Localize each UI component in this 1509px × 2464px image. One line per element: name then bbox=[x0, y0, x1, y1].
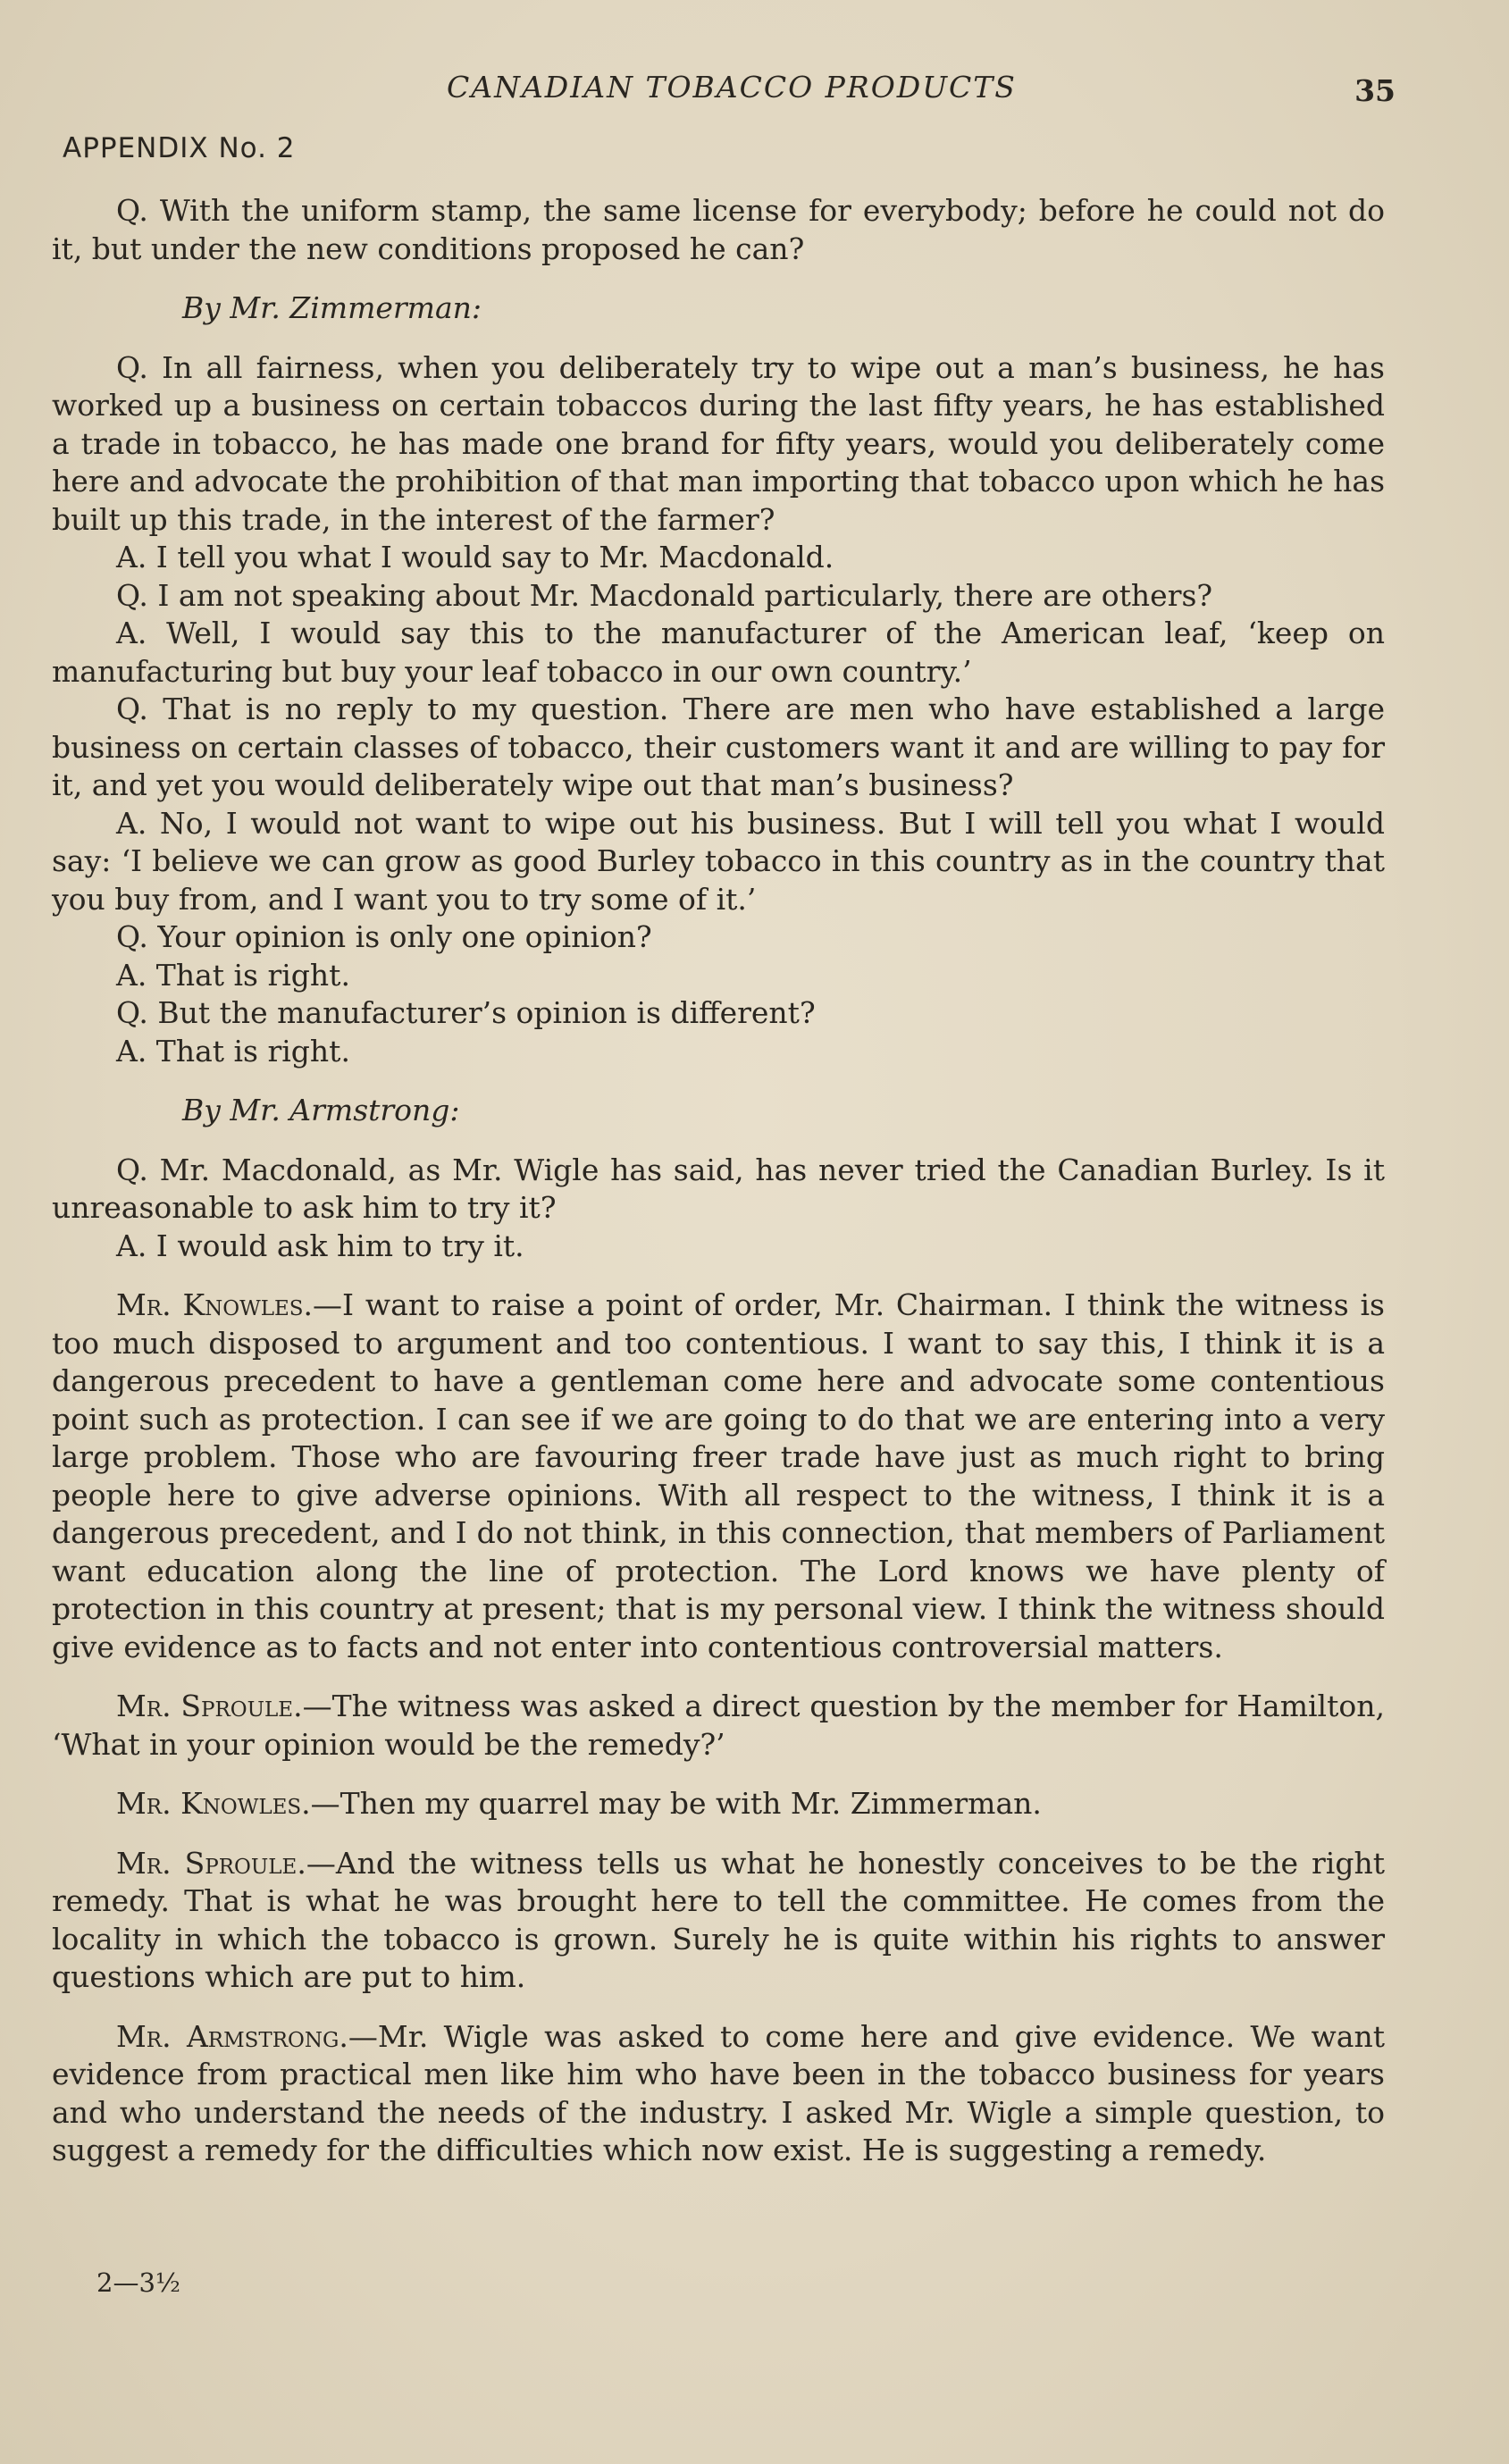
paragraph-text: A. I tell you what I would say to Mr. Macdonald. bbox=[116, 540, 834, 574]
paragraph bbox=[52, 805, 1385, 919]
paragraph bbox=[52, 957, 1385, 995]
speaker-name: Mr. Knowles. bbox=[116, 1786, 311, 1821]
speaker-name: Mr. Knowles. bbox=[116, 1287, 314, 1322]
paragraph-text: —Mr. Wigle was asked to come here and give evidence. We want evidence from practical men like him who have been in the tobacco business for years and who understand the needs of the industry. I asked Mr. Wigle a simple question, to suggest a remedy for the difficulties which now exist. He is suggesting a remedy. bbox=[52, 2018, 1385, 2167]
paragraph bbox=[52, 1152, 1385, 1228]
paragraph-text: A. No, I would not want to wipe out his business. But I will tell you what I would say: ‘I believe we can grow as good Burley tobacco in this country as in the country that you buy from, and I want you to try some of it.’ bbox=[52, 805, 1385, 917]
paragraph bbox=[52, 615, 1385, 691]
appendix-label: APPENDIX No. 2 bbox=[63, 132, 296, 164]
paragraph-text: —And the witness tells us what he honestly conceives to be the right remedy. That is what he was brought here to tell the committee. He comes from the locality in which the tobacco is grown. Surely he is quite within his rights to answer questions which are put to him. bbox=[52, 1845, 1385, 1994]
paragraph bbox=[52, 1785, 1385, 1823]
paragraph-text: Q. Your opinion is only one opinion? bbox=[116, 919, 652, 954]
paragraph-text: Q. In all fairness, when you deliberately try to wipe out a man’s business, he has worked up a business on certain tobaccos during the last fifty years, he has established a trade in tobacco, he has made one brand for fifty years, would you deliberately come here and advocate the prohibition of that man importing that tobacco upon which he has built up this trade, in the interest of the farmer? bbox=[52, 349, 1385, 537]
paragraph bbox=[52, 1688, 1385, 1764]
paragraph bbox=[52, 2018, 1385, 2170]
paragraph-text: —The witness was asked a direct question by the member for Hamilton, ‘What in your opinion would be the remedy?’ bbox=[52, 1689, 1385, 1762]
examiner-byline bbox=[52, 289, 1385, 328]
paragraph-text: —Then my quarrel may be with Mr. Zimmerman. bbox=[310, 1786, 1042, 1821]
examiner-byline bbox=[52, 1092, 1385, 1130]
speaker-name: Mr. Sproule. bbox=[116, 1689, 303, 1723]
paragraph bbox=[52, 349, 1385, 540]
paragraph-text: A. Well, I would say this to the manufacturer of the American leaf, ‘keep on manufacturing but buy your leaf tobacco in our own country.’ bbox=[52, 616, 1385, 689]
speaker-name: Mr. Armstrong. bbox=[116, 2018, 348, 2054]
paragraph bbox=[52, 994, 1385, 1033]
paragraph-text: —I want to raise a point of order, Mr. Chairman. I think the witness is too much disposed to argument and too contentious. I want to say this, I think it is a dangerous precedent to have a gentleman come here and advocate some contentious point such as protection. I can see if we are going to do that we are entering into a very large problem. Those who are favouring freer trade have just as much right to bring people here to give adverse opinions. With all respect to the witness, I think it is a dangerous precedent, and I do not think, in this connection, that members of Parliament want education along the line of protection. The Lord knows we have plenty of protection in this country at present; that is my personal view. I think the witness should give evidence as to facts and not enter into contentious controversial matters. bbox=[52, 1287, 1385, 1664]
paragraph-text: By Mr. Armstrong: bbox=[182, 1093, 460, 1127]
page-header bbox=[0, 70, 1509, 114]
paragraph bbox=[52, 691, 1385, 805]
paragraph bbox=[52, 1845, 1385, 1997]
running-title: CANADIAN TOBACCO PRODUCTS bbox=[447, 70, 1017, 105]
page-number: 35 bbox=[1354, 73, 1396, 108]
paragraph bbox=[52, 577, 1385, 616]
paragraph bbox=[52, 1286, 1385, 1666]
paragraph bbox=[52, 918, 1385, 957]
paragraph-text: A. That is right. bbox=[116, 957, 350, 993]
paragraph-text: Q. That is no reply to my question. There are men who have established a large business on certain classes of tobacco, their customers want it and are willing to pay for it, and yet you would deliberately wipe out that man’s business? bbox=[52, 691, 1385, 802]
paragraph-text: Q. But the manufacturer’s opinion is different? bbox=[116, 995, 816, 1030]
paragraph-text: By Mr. Zimmerman: bbox=[182, 290, 482, 325]
speaker-name: Mr. Sproule. bbox=[116, 1845, 306, 1881]
paragraph-text: Q. With the uniform stamp, the same license for everybody; before he could not do it, but under the new conditions proposed he can? bbox=[52, 193, 1385, 266]
paragraph bbox=[52, 539, 1385, 577]
signature-mark: 2—3½ bbox=[96, 2267, 181, 2298]
paragraph-text: A. That is right. bbox=[116, 1033, 350, 1069]
paragraph-text: Q. I am not speaking about Mr. Macdonald particularly, there are others? bbox=[116, 577, 1213, 613]
paragraph-text: Q. Mr. Macdonald, as Mr. Wigle has said, has never tried the Canadian Burley. Is it unreasonable to ask him to try it? bbox=[52, 1152, 1385, 1225]
paragraph-text: A. I would ask him to try it. bbox=[116, 1228, 524, 1263]
paragraph bbox=[52, 1228, 1385, 1266]
body-text bbox=[52, 192, 1385, 2170]
paragraph bbox=[52, 192, 1385, 268]
paragraph bbox=[52, 1033, 1385, 1071]
